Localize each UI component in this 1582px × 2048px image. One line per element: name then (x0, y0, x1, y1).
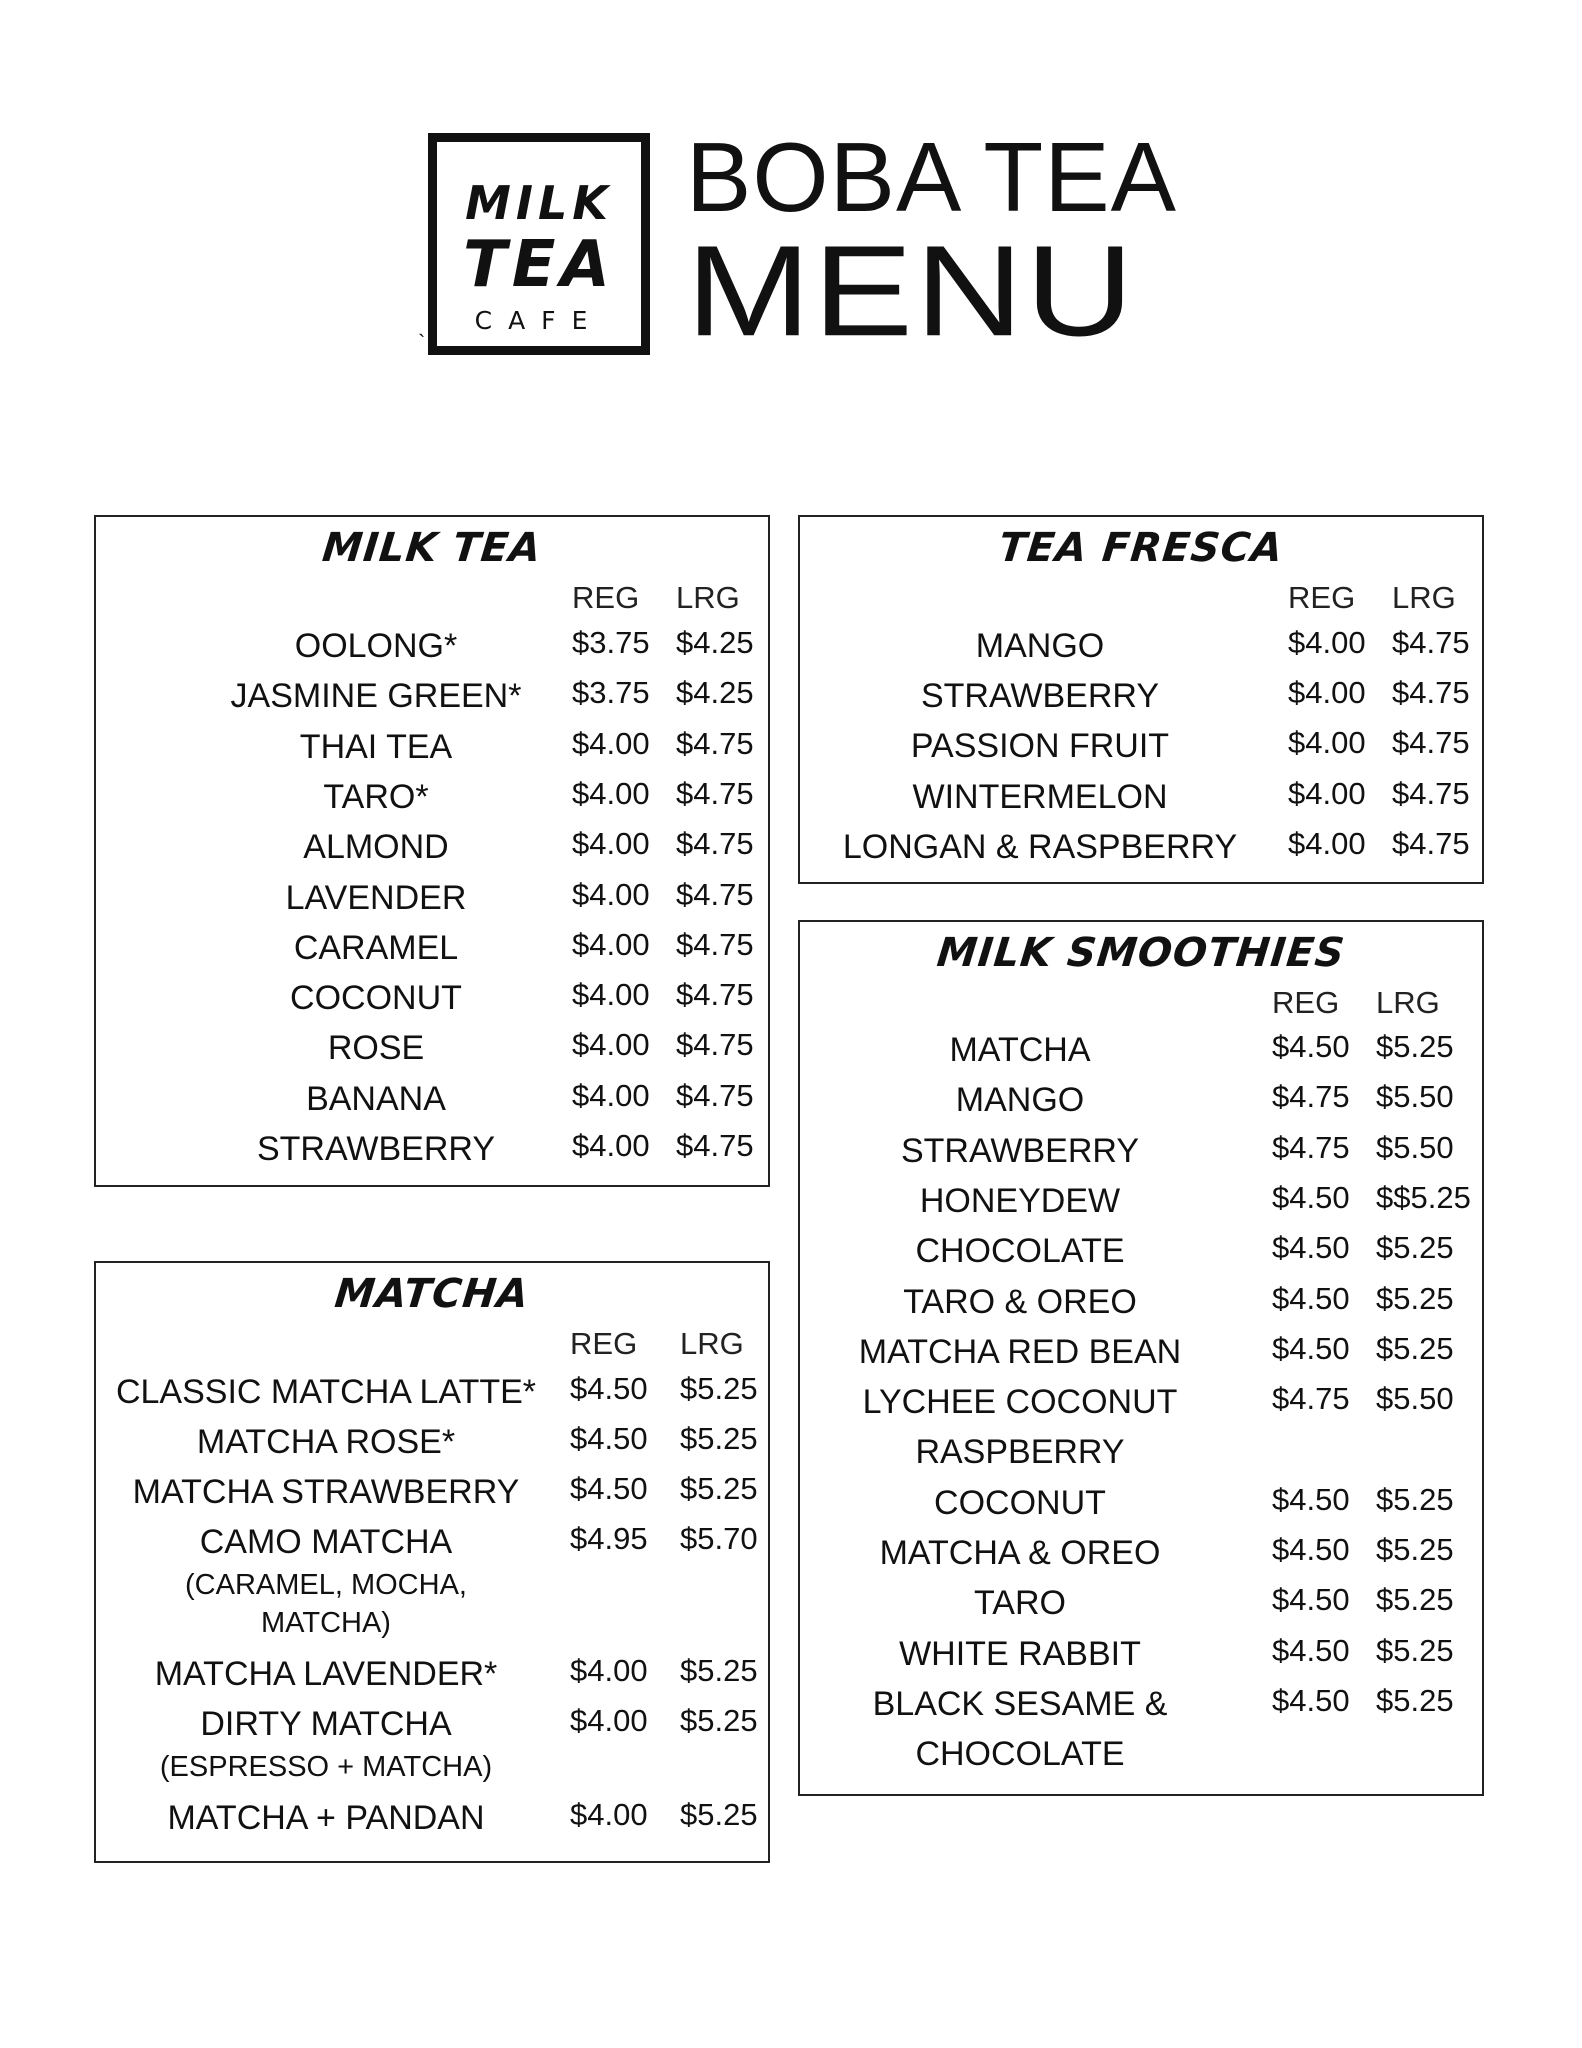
price-large: $4.75 (1392, 725, 1470, 761)
price-regular: $3.75 (572, 675, 650, 711)
price-regular: $4.50 (1272, 1532, 1350, 1567)
item-name: MATCHA LAVENDER* (154, 1655, 498, 1693)
menu-item-row (800, 1532, 1482, 1582)
item-name: THAI TEA (299, 727, 453, 766)
item-name: MATCHA STRAWBERRY (132, 1473, 520, 1511)
price-regular: $4.50 (1272, 1582, 1350, 1618)
item-name: LYCHEE COCONUT (862, 1383, 1178, 1422)
price-regular: $4.50 (1272, 1230, 1350, 1266)
price-large: $5.25 (680, 1421, 758, 1456)
price-large: $4.75 (676, 775, 754, 811)
menu-item-row (800, 1281, 1482, 1331)
cafe-logo (428, 133, 650, 355)
price-regular: $4.00 (572, 977, 650, 1013)
item-name: PASSION FRUIT (910, 727, 1170, 766)
menu-item-row (800, 1079, 1482, 1129)
price-regular: $4.00 (572, 826, 650, 862)
stray-mark: ` (418, 330, 426, 355)
item-description: (ESPRESSO + MATCHA) (159, 1751, 493, 1783)
price-regular: $4.00 (570, 1653, 648, 1688)
price-large: $4.75 (676, 1128, 754, 1163)
item-name: ALMOND (303, 828, 449, 867)
item-name: STRAWBERRY (256, 1130, 496, 1168)
menu-item-row (96, 1027, 768, 1077)
price-large: $4.75 (676, 826, 754, 862)
price-large: $$5.25 (1376, 1179, 1471, 1215)
section-title: MILK TEA (320, 525, 544, 571)
column-header-reg: REG (1288, 580, 1356, 615)
price-regular: $4.00 (1288, 625, 1366, 660)
column-header-reg: REG (572, 580, 640, 615)
column-header-lrg: LRG (1376, 985, 1440, 1020)
price-large: $5.25 (1376, 1582, 1454, 1618)
menu-item-row (96, 776, 768, 826)
price-regular: $4.95 (570, 1521, 648, 1556)
item-name: OOLONG* (294, 627, 458, 665)
price-large: $5.50 (1376, 1079, 1454, 1115)
price-regular: $4.00 (570, 1703, 648, 1738)
item-name: MATCHA ROSE* (196, 1423, 456, 1461)
price-large: $5.50 (1376, 1381, 1454, 1417)
item-name: MATCHA RED BEAN (858, 1332, 1182, 1371)
logo-line-cafe: CAFE (474, 306, 604, 335)
price-large: $4.25 (676, 675, 754, 711)
price-regular: $4.00 (572, 1027, 650, 1063)
item-name: COCONUT (934, 1483, 1106, 1522)
item-name: MANGO (975, 627, 1105, 665)
price-large: $5.25 (1376, 1532, 1454, 1567)
price-large: $5.50 (1376, 1129, 1454, 1165)
price-large: $4.75 (676, 725, 754, 761)
menu-item-row (96, 1078, 768, 1128)
menu-item-row (96, 625, 768, 675)
price-regular: $4.00 (572, 1077, 650, 1113)
price-regular: $4.50 (1272, 1481, 1350, 1517)
item-name: BLACK SESAME & (872, 1684, 1168, 1723)
menu-item-row (96, 977, 768, 1027)
menu-title-line2: MENU (686, 218, 1136, 363)
price-regular: $4.00 (1288, 825, 1366, 861)
section-title: MATCHA (332, 1271, 532, 1317)
menu-item-row (800, 1381, 1482, 1431)
menu-title-line1: BOBA TEA (686, 122, 1177, 232)
item-name: CLASSIC MATCHA LATTE* (115, 1373, 537, 1411)
menu-item-row (800, 1633, 1482, 1683)
price-large: $4.75 (1392, 675, 1470, 711)
price-regular: $4.75 (1272, 1129, 1350, 1165)
menu-item-row (800, 826, 1482, 876)
price-large: $4.75 (1392, 775, 1470, 811)
menu-item-row (96, 1653, 768, 1703)
price-large: $5.70 (680, 1521, 758, 1556)
item-name: BANANA (306, 1079, 446, 1118)
menu-item-row (96, 1797, 768, 1847)
item-name: LAVENDER (285, 878, 467, 917)
column-header-lrg: LRG (680, 1326, 744, 1361)
column-header-reg: REG (1272, 985, 1340, 1020)
logo-line-tea: TEA (463, 228, 615, 302)
price-regular: $4.00 (570, 1797, 648, 1832)
item-name: STRAWBERRY (900, 1131, 1140, 1170)
menu-item-row (800, 776, 1482, 826)
item-name: CHOCOLATE (915, 1735, 1125, 1774)
menu-item-row (96, 1371, 768, 1421)
price-regular: $4.00 (572, 1128, 650, 1163)
price-regular: $4.75 (1272, 1381, 1350, 1417)
item-name: TARO* (323, 777, 429, 816)
price-large: $5.25 (680, 1371, 758, 1406)
price-regular: $4.50 (1272, 1280, 1350, 1316)
price-large: $4.25 (676, 625, 754, 660)
price-large: $5.25 (680, 1653, 758, 1688)
menu-item-row (800, 625, 1482, 675)
item-name: COCONUT (290, 979, 462, 1018)
item-name: CHOCOLATE (915, 1232, 1125, 1271)
item-name: WHITE RABBIT (899, 1634, 1141, 1673)
price-large: $5.25 (1376, 1280, 1454, 1316)
item-description: (CARAMEL, MOCHA, (185, 1569, 467, 1601)
price-large: $5.25 (1376, 1029, 1454, 1064)
item-name: RASPBERRY (915, 1433, 1125, 1472)
item-name: CAMO MATCHA (199, 1523, 453, 1561)
tea-fresca-section (798, 515, 1484, 884)
price-large: $5.25 (1376, 1632, 1454, 1668)
milk-tea-section (94, 515, 770, 1187)
price-regular: $4.00 (572, 775, 650, 811)
menu-item-row (800, 1582, 1482, 1632)
menu-item-row (96, 1421, 768, 1471)
menu-item-row (96, 877, 768, 927)
price-large: $5.25 (1376, 1330, 1454, 1366)
price-large: $5.25 (680, 1703, 758, 1738)
menu-item-row (800, 1029, 1482, 1079)
price-regular: $4.50 (1272, 1029, 1350, 1064)
column-header-lrg: LRG (1392, 580, 1456, 615)
menu-item-row (800, 1230, 1482, 1280)
price-regular: $4.50 (1272, 1330, 1350, 1366)
price-large: $5.25 (680, 1471, 758, 1506)
section-title: TEA FRESCA (996, 525, 1286, 571)
price-large: $4.75 (1392, 825, 1470, 861)
item-name: LONGAN & RASPBERRY (842, 827, 1238, 866)
menu-item-row (96, 726, 768, 776)
price-regular: $4.00 (572, 876, 650, 912)
logo-line-milk: MILK (465, 176, 613, 230)
price-regular: $4.50 (1272, 1179, 1350, 1215)
price-regular: $4.00 (572, 926, 650, 962)
menu-item-row (800, 1180, 1482, 1230)
menu-item-row (800, 1331, 1482, 1381)
price-large: $5.25 (1376, 1230, 1454, 1266)
menu-item-row (800, 1130, 1482, 1180)
menu-item-row (800, 1482, 1482, 1532)
price-large: $4.75 (676, 926, 754, 962)
item-name: HONEYDEW (919, 1181, 1121, 1220)
column-header-reg: REG (570, 1326, 638, 1361)
price-regular: $4.50 (1272, 1632, 1350, 1668)
menu-item-row (800, 1683, 1482, 1733)
price-regular: $4.50 (570, 1471, 648, 1506)
price-regular: $4.00 (572, 725, 650, 761)
menu-item-row (96, 1128, 768, 1178)
price-large: $4.75 (676, 876, 754, 912)
price-regular: $4.50 (570, 1421, 648, 1456)
price-large: $4.75 (676, 1027, 754, 1063)
menu-item-row (96, 1521, 768, 1571)
item-name: MATCHA & OREO (879, 1534, 1161, 1572)
menu-item-row (800, 725, 1482, 775)
price-regular: $3.75 (572, 625, 650, 660)
price-large: $5.25 (1376, 1682, 1454, 1718)
item-name: MATCHA (949, 1031, 1091, 1069)
menu-item-row (96, 675, 768, 725)
menu-item-row (96, 826, 768, 876)
item-description: MATCHA) (261, 1607, 391, 1639)
price-regular: $4.75 (1272, 1079, 1350, 1115)
price-large: $5.25 (680, 1797, 758, 1832)
item-name: WINTERMELON (912, 777, 1168, 816)
menu-item-row (96, 1703, 768, 1753)
price-large: $4.75 (676, 977, 754, 1013)
price-regular: $4.50 (570, 1371, 648, 1406)
price-regular: $4.00 (1288, 725, 1366, 761)
item-name: JASMINE GREEN* (230, 677, 522, 716)
item-name: MATCHA + PANDAN (167, 1799, 485, 1837)
matcha-section (94, 1261, 770, 1863)
column-header-lrg: LRG (676, 580, 740, 615)
item-name: STRAWBERRY (920, 677, 1160, 716)
menu-item-row (96, 927, 768, 977)
item-name: TARO (974, 1584, 1066, 1623)
price-large: $4.75 (1392, 625, 1470, 660)
price-regular: $4.50 (1272, 1682, 1350, 1718)
item-name: CARAMEL (293, 928, 459, 967)
price-regular: $4.00 (1288, 675, 1366, 711)
item-name: ROSE (327, 1029, 425, 1068)
item-name: DIRTY MATCHA (200, 1705, 452, 1743)
price-large: $4.75 (676, 1077, 754, 1113)
menu-item-row (800, 1733, 1482, 1783)
menu-item-row (800, 1431, 1482, 1481)
section-title: MILK SMOOTHIES (934, 930, 1348, 976)
menu-item-row (800, 675, 1482, 725)
item-name: TARO & OREO (903, 1282, 1137, 1321)
menu-item-row (96, 1471, 768, 1521)
milk-smoothies-section (798, 920, 1484, 1796)
price-regular: $4.00 (1288, 775, 1366, 811)
item-name: MANGO (955, 1081, 1085, 1120)
price-large: $5.25 (1376, 1481, 1454, 1517)
